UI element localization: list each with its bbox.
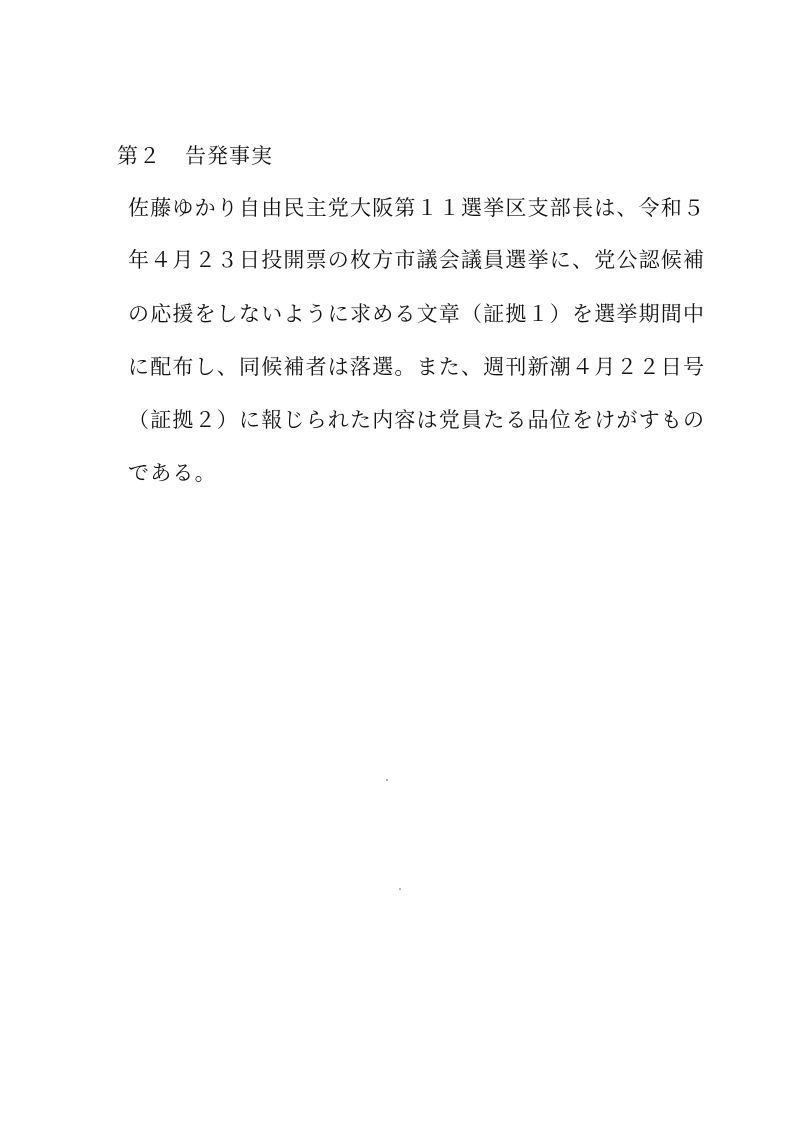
paragraph-line: の応援をしないように求める文章（証拠１）を選挙期間中 (128, 302, 706, 326)
paragraph-line: に配布し、同候補者は落選。また、週刊新潮４月２２日号 (128, 355, 706, 379)
paragraph-line: である。 (128, 461, 217, 485)
scan-speck (386, 779, 388, 781)
scan-speck (399, 888, 401, 890)
section-heading (117, 140, 273, 170)
section-title: 告発事実 (185, 144, 273, 168)
paragraph-line: （証拠２）に報じられた内容は党員たる品位をけがすもの (128, 408, 706, 432)
paragraph-line: 佐藤ゆかり自由民主党大阪第１１選挙区支部長は、令和５ (128, 196, 706, 220)
paragraph-line: 年４月２３日投開票の枚方市議会議員選挙に、党公認候補 (128, 248, 706, 272)
section-number: 第２ (117, 144, 161, 168)
